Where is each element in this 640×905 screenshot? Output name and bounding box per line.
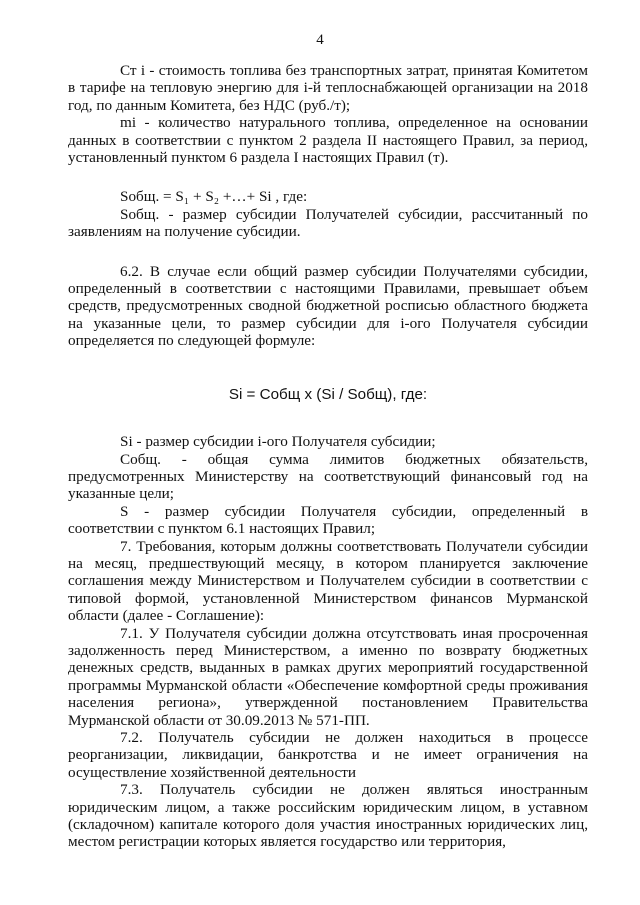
paragraph-sobsh-def: Собщ. - общая сумма лимитов бюджетных обязательств, предусмотренных Министерству на соответствующий финансовый год на указанные цели; bbox=[68, 450, 588, 503]
paragraph-7-2: 7.2. Получатель субсидии не должен находиться в процессе реорганизации, ликвидации, банкротства и не имеет ограничения на осуществление хозяйственной деятельности bbox=[68, 729, 588, 781]
formula-total-subsidy: Sобщ. = S₁ + S₂ +…+ Si , где: bbox=[120, 188, 308, 206]
paragraph-fuel-quantity: mi - количество натурального топлива, определенное на основании данных в соответствии с пунктом 2 раздела II настоящего Правил, за период, установленный пунктом 6 раздела I настоящих Правил (т). bbox=[68, 114, 588, 167]
paragraph-total-subsidy-def: Sобщ. - размер субсидии Получателей субсидии, рассчитанный по заявлениям на получение субсидии. bbox=[68, 205, 588, 241]
page-number: 4 bbox=[316, 32, 324, 48]
paragraph-7-3: 7.3. Получатель субсидии не должен являться иностранным юридическим лицом, а также российским юридическим лицом, в уставном (складочном) капитале которого доля участия иностранных юридических лиц, местом регистрации которых является государство или территория, bbox=[68, 781, 588, 851]
document-body bbox=[68, 62, 588, 851]
formula-individual-subsidy: Si = Собщ x (Si / Sобщ), где: bbox=[228, 385, 428, 403]
paragraph-7: 7. Требования, которым должны соответствовать Получатели субсидии на месяц, предшествующий месяцу, в котором планируется заключение соглашения между Министерством и Получателем субсидии в соответствии с типовой формой, установленной Министерством финансов Мурманской области (далее - Соглашение): bbox=[68, 537, 588, 625]
paragraph-6-2: 6.2. В случае если общий размер субсидии Получателями субсидии, определенный в соответствии с настоящими Правилами, превышает объем средств, предусмотренных сводной бюджетной росписью областного бюджета на указанные цели, то размер субсидии для i-ого Получателя субсидии определяется по следующей формуле: bbox=[68, 262, 588, 350]
paragraph-si-def: Si - размер субсидии i-ого Получателя субсидии; bbox=[120, 433, 436, 451]
paragraph-fuel-cost: Ст i - стоимость топлива без транспортных затрат, принятая Комитетом в тарифе на тепловую энергию для i-й теплоснабжающей организации на 2018 год, по данным Комитета, без НДС (руб./т); bbox=[68, 62, 588, 114]
paragraph-7-1: 7.1. У Получателя субсидии должна отсутствовать иная просроченная задолженность перед Министерством, а именно по возврату бюджетных денежных средств, выданных в рамках других мероприятий государственной программы Мурманской области «Обеспечение комфортной среды проживания населения региона», утвержденной постановлением Правительства Мурманской области от 30.09.2013 № 571-ПП. bbox=[68, 624, 588, 729]
paragraph-s-def: S - размер субсидии Получателя субсидии, определенный в соответствии с пунктом 6.1 настоящих Правил; bbox=[68, 502, 588, 538]
